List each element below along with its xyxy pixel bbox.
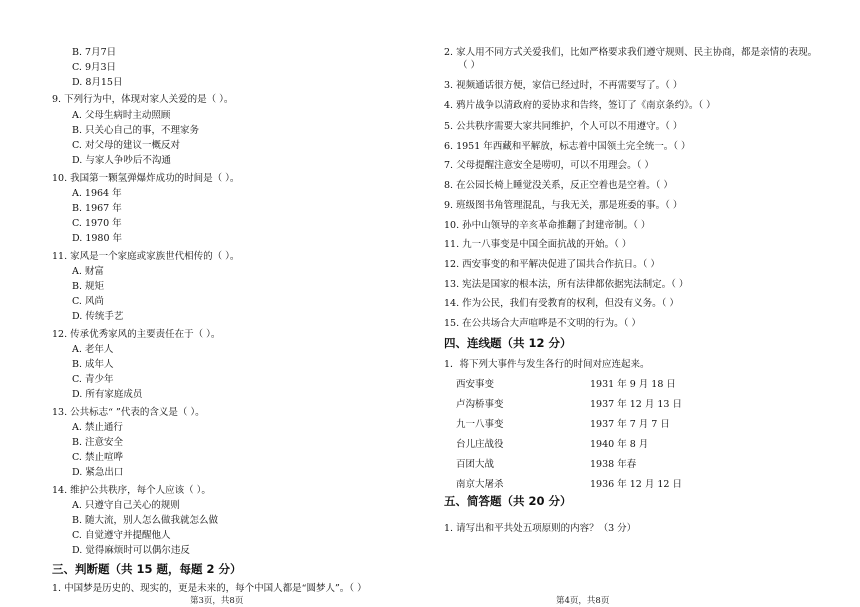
q14-option-c: C. 自觉遵守并提醒他人: [72, 530, 171, 541]
q12-option-a: A. 老年人: [72, 344, 114, 355]
section-3-heading: 三、判断题（共 15 题，每题 2 分）: [52, 562, 242, 576]
judge-question-14: 14. 作为公民，我们有受教育的权利，但没有义务。（ ）: [444, 298, 679, 309]
judge-question-7: 7. 父母提醒注意安全是唠叨，可以不用理会。（ ）: [444, 160, 654, 171]
q13-option-d: D. 紧急出口: [72, 467, 124, 478]
q11-option-d: D. 传统手艺: [72, 311, 124, 322]
q14-option-b: B. 随大流，别人怎么做我就怎么做: [72, 515, 219, 526]
q14-option-d: D. 觉得麻烦时可以偶尔违反: [72, 545, 190, 556]
q9-option-c: C. 对父母的建议一概反对: [72, 140, 180, 151]
match-event-5: 百团大战: [456, 459, 495, 470]
judge-question-2: 2. 家人用不同方式关爱我们，比如严格要求我们遵守规则、民主协商，都是亲情的表现。: [444, 47, 818, 58]
match-event-2: 卢沟桥事变: [456, 399, 504, 410]
short-answer-question-1: 1. 请写出和平共处五项原则的内容？（3 分）: [444, 523, 637, 534]
q12-option-b: B. 成年人: [72, 359, 114, 370]
match-date-2: 1937 年 12 月 13 日: [590, 399, 682, 410]
match-date-5: 1938 年春: [590, 459, 637, 470]
question-9: 9. 下列行为中，体现对家人关爱的是（ ）。: [52, 94, 234, 105]
judge-question-2-cont: （ ）: [458, 60, 481, 71]
match-event-1: 西安事变: [456, 379, 495, 390]
question-14: 14. 维护公共秩序，每个人应该（ ）。: [52, 485, 211, 496]
judge-question-15: 15. 在公共场合大声喧哗是不文明的行为。（ ）: [444, 318, 641, 329]
q8-option-d: D. 8月15日: [72, 77, 123, 88]
match-date-6: 1936 年 12 月 12 日: [590, 479, 682, 490]
q9-option-d: D. 与家人争吵后不沟通: [72, 155, 171, 166]
q10-option-a: A. 1964 年: [72, 188, 122, 199]
q14-option-a: A. 只遵守自己关心的规则: [72, 500, 180, 511]
q12-option-c: C. 青少年: [72, 374, 114, 385]
q11-option-a: A. 财富: [72, 266, 104, 277]
q11-option-b: B. 规矩: [72, 281, 105, 292]
matching-instruction: 1．将下列大事件与发生各行的时间对应连起来。: [444, 359, 650, 370]
section-4-heading: 四、连线题（共 12 分）: [444, 336, 572, 350]
question-13: 13. 公共标志“ ”代表的含义是（ ）。: [52, 407, 205, 418]
judge-question-1: 1. 中国梦是历史的、现实的，更是未来的，每个中国人都是“圆梦人”。（ ）: [52, 583, 367, 594]
match-event-6: 南京大屠杀: [456, 479, 504, 490]
match-date-3: 1937 年 7 月 7 日: [590, 419, 670, 430]
question-10: 10. 我国第一颗氢弹爆炸成功的时间是（ ）。: [52, 173, 240, 184]
judge-question-4: 4. 鸦片战争以清政府的妥协求和告终，签订了《南京条约》。（ ）: [444, 100, 716, 111]
q8-option-b: B. 7月7日: [72, 47, 117, 58]
q9-option-a: A. 父母生病时主动照顾: [72, 110, 171, 121]
match-date-4: 1940 年 8 月: [590, 439, 649, 450]
q13-option-b: B. 注意安全: [72, 437, 124, 448]
q12-option-d: D. 所有家庭成员: [72, 389, 143, 400]
judge-question-9: 9. 班级图书角管理混乱，与我无关，那是班委的事。（ ）: [444, 200, 683, 211]
question-11: 11. 家风是一个家庭或家族世代相传的（ ）。: [52, 251, 240, 262]
judge-question-3: 3. 视频通话很方便，家信已经过时，不再需要写了。（ ）: [444, 80, 683, 91]
q9-option-b: B. 只关心自己的事，不理家务: [72, 125, 200, 136]
page-footer-left: 第3页，共8页: [190, 596, 244, 606]
q10-option-c: C. 1970 年: [72, 218, 122, 229]
judge-question-5: 5. 公共秩序需要大家共同维护，个人可以不用遵守。（ ）: [444, 121, 683, 132]
question-12: 12. 传承优秀家风的主要责任在于（ ）。: [52, 329, 221, 340]
q13-option-c: C. 禁止喧哗: [72, 452, 123, 463]
q11-option-c: C. 风尚: [72, 296, 104, 307]
q10-option-d: D. 1980 年: [72, 233, 123, 244]
judge-question-11: 11. 九一八事变是中国全面抗战的开始。（ ）: [444, 239, 632, 250]
judge-question-12: 12. 西安事变的和平解决促进了国共合作抗日。（ ）: [444, 259, 660, 270]
judge-question-13: 13. 宪法是国家的根本法，所有法律都依据宪法制定。（ ）: [444, 279, 689, 290]
match-event-3: 九一八事变: [456, 419, 504, 430]
judge-question-10: 10. 孙中山领导的辛亥革命推翻了封建帝制。（ ）: [444, 220, 651, 231]
q10-option-b: B. 1967 年: [72, 203, 122, 214]
match-event-4: 台儿庄战役: [456, 439, 504, 450]
section-5-heading: 五、简答题（共 20 分）: [444, 494, 572, 508]
q8-option-c: C. 9月3日: [72, 62, 117, 73]
q13-option-a: A. 禁止通行: [72, 422, 123, 433]
judge-question-6: 6. 1951 年西藏和平解放，标志着中国领土完全统一。（ ）: [444, 141, 691, 152]
page-footer-right: 第4页，共8页: [556, 596, 610, 606]
match-date-1: 1931 年 9 月 18 日: [590, 379, 676, 390]
judge-question-8: 8. 在公园长椅上睡觉没关系，反正空着也是空着。（ ）: [444, 180, 673, 191]
